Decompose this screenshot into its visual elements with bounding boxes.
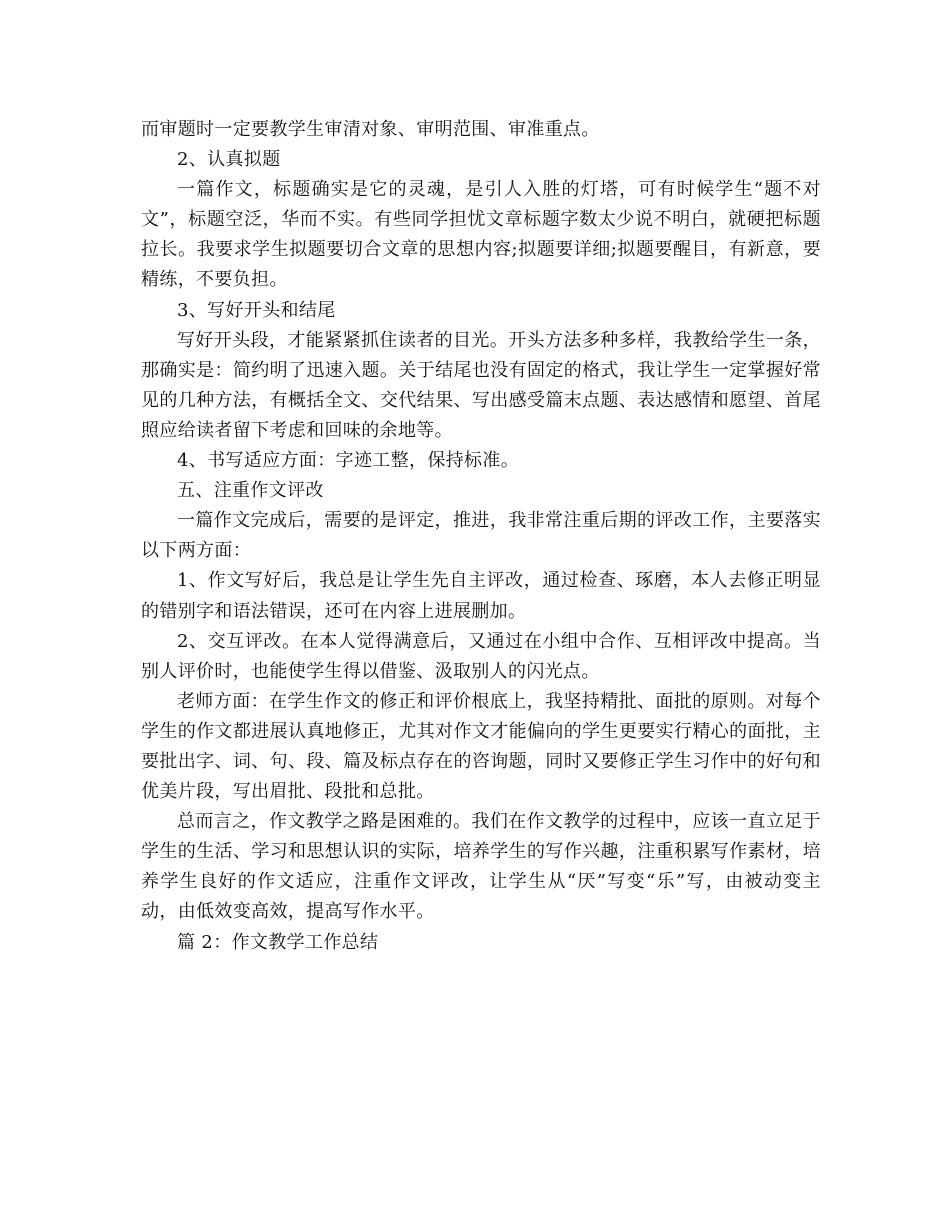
heading-section-five: 五、注重作文评改: [177, 480, 324, 502]
heading-2-title-drafting: 2、认真拟题: [177, 149, 281, 171]
paragraph-title-soul: 一篇作文，标题确实是它的灵魂，是引人入胜的灯塔，可有时候学生“题不对文”，标题空泛，华而不实。有些同学担忧文章标题字数太少说不明白，就硬把标题拉长。我要求学生拟题要切合文章的思想内容;拟题要详细;拟题要醒目，有新意，要精练，不要负担。: [141, 179, 821, 291]
paragraph-peer-review: 2、交互评改。在本人觉得满意后，又通过在小组中合作、互相评改中提高。当别人评价时，也能使学生得以借鉴、汲取别人的闪光点。: [141, 630, 821, 682]
document-body: [141, 115, 821, 958]
heading-part-two: 篇 2：作文教学工作总结: [177, 931, 379, 953]
paragraph-evaluation-intro: 一篇作文完成后，需要的是评定，推进，我非常注重后期的评改工作，主要落实以下两方面：: [141, 510, 821, 562]
heading-4-handwriting: 4、书写适应方面：字迹工整，保持标准。: [177, 450, 520, 472]
paragraph-conclusion: 总而言之，作文教学之路是困难的。我们在作文教学的过程中，应该一直立足于学生的生活、学习和思想认识的实际，培养学生的写作兴趣，注重积累写作素材，培养学生良好的作文适应，注重作文评改，让学生从“厌”写变“乐”写，由被动变主动，由低效变高效，提高写作水平。: [141, 811, 821, 923]
paragraph-teacher-review: 老师方面：在学生作文的修正和评价根底上，我坚持精批、面批的原则。对每个学生的作文都进展认真地修正，尤其对作文才能偏向的学生更要实行精心的面批，主要批出字、词、句、段、篇及标点存在的咨询题，同时又要修正学生习作中的好句和优美片段，写出眉批、段批和总批。: [141, 690, 821, 803]
paragraph-opening-methods: 写好开头段，才能紧紧抓住读者的目光。开头方法多种多样，我教给学生一条，那确实是：简约明了迅速入题。关于结尾也没有固定的格式，我让学生一定掌握好常见的几种方法，有概括全文、交代结果、写出感受篇末点题、表达感情和愿望、首尾照应给读者留下考虑和回味的余地等。: [141, 329, 821, 441]
paragraph-continuation: 而审题时一定要教学生审清对象、审明范围、审准重点。: [141, 119, 600, 140]
heading-3-opening-ending: 3、写好开头和结尾: [177, 299, 336, 321]
paragraph-self-review: 1、作文写好后，我总是让学生先自主评改，通过检查、琢磨，本人去修正明显的错别字和语法错误，还可在内容上进展删加。: [141, 570, 821, 622]
